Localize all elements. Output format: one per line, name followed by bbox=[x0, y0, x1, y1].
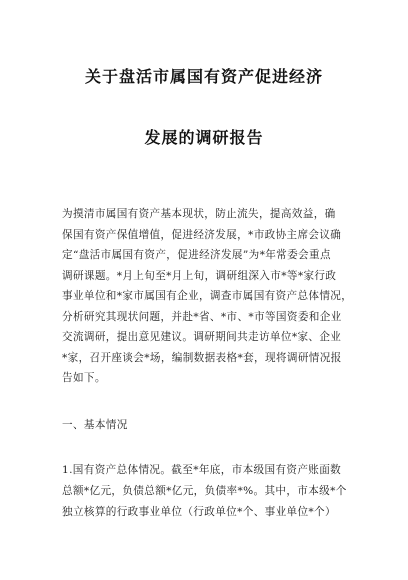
text-line: 交流调研，提出意见建议。调研期间共走访单位*家、企业 bbox=[62, 331, 342, 343]
text-line: *家，召开座谈会*场，编制数据表格*套，现将调研情况报 bbox=[62, 351, 342, 364]
document-title-line-1: 关于盘活市属国有资产促进经济 bbox=[84, 67, 323, 86]
text-line: 告如下。 bbox=[62, 372, 106, 384]
text-line: 1.国有资产总体情况。截至*年底，市本级国有资产账面数 bbox=[62, 464, 342, 476]
text-line: 分析研究其现状问题，并赴*省、*市、*市等国资委和企业 bbox=[62, 310, 342, 323]
document-title-line-2: 发展的调研报告 bbox=[144, 128, 264, 147]
text-line: 总额*亿元，负债总额*亿元，负债率*%。其中，市本级*个 bbox=[62, 485, 347, 497]
text-line: 调研课题。*月上旬至*月上旬，调研组深入市*等*家行政 bbox=[62, 269, 337, 282]
text-line: 定“盘活市属国有资产，促进经济发展”为*年常委会重点 bbox=[62, 249, 331, 261]
text-line: 独立核算的行政事业单位（行政单位*个、事业单位*个） bbox=[62, 506, 336, 518]
section-heading-basic-situation: 一、基本情况 bbox=[62, 419, 128, 431]
text-line: 为摸清市属国有资产基本现状，防止流失，提高效益，确 bbox=[62, 208, 336, 220]
text-line: 事业单位和*家市属国有企业，调查市属国有资产总体情况， bbox=[62, 290, 353, 302]
text-line: 保国有资产保值增值，促进经济发展，*市政协主席会议确 bbox=[62, 228, 342, 241]
